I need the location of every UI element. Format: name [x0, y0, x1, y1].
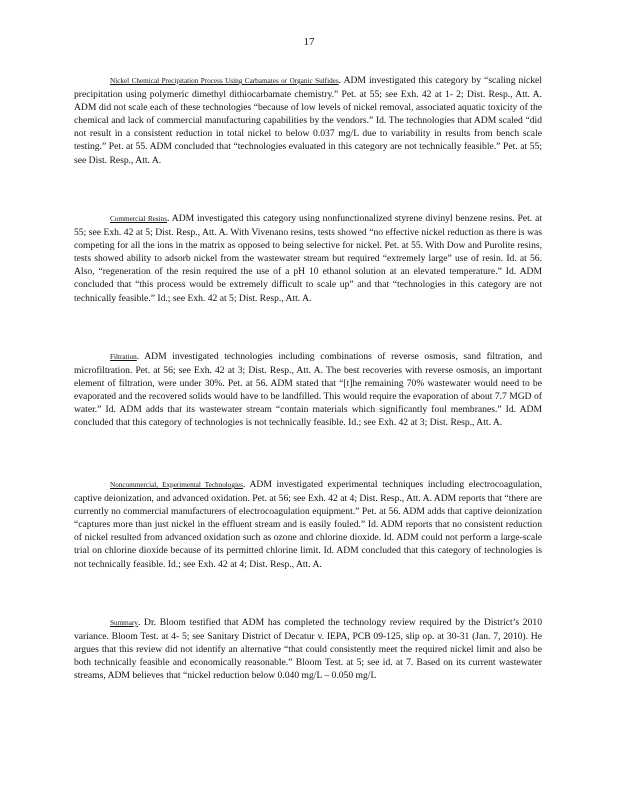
section-heading: Nickel Chemical Precipitation Process Using Carbamates or Organic Sulfides: [110, 77, 339, 85]
paragraph-nickel-precipitation: [74, 74, 542, 167]
paragraph-body: . ADM investigated this category using nonfunctionalized styrene divinyl benzene resins. Pet. at 55; see Exh. 42 at 5; Dist. Resp., Att. A. With Vivenano resins, tests showed “no effective nickel reduction as there is was competing for all the ions in the matrix as opposed to being selective for nickel. Pet. at 55. With Dow and Purolite resins, tests showed ability to adsorb nickel from the wastewater stream but required “extremely large” use of resin. Id. at 56. Also, “regeneration of the resin required the use of a pH 10 ethanol solution at an elevated temperature.” Id. ADM concluded that “this process would be extremely difficult to scale up” and that “technologies in this category are not technically feasible.” Id.; see Exh. 42 at 5; Dist. Resp., Att. A.: [74, 213, 542, 304]
section-heading: Commercial Resins: [110, 215, 167, 223]
paragraph-body: . ADM investigated technologies including combinations of reverse osmosis, sand filtration, and microfiltration. Pet. at 56; see Exh. 42 at 3; Dist. Resp., Att. A. The best recoveries with reverse osmosis, an important element of filtration, were under 30%. Pet. at 56. ADM stated that “[t]he remaining 70% wastewater would need to be evaporated and the recovered solids would have to be landfilled. This would require the evaporation of about 7.7 MGD of water.” Id. ADM adds that its wastewater stream “contain materials which significantly foul membranes.” Id. ADM concluded that this category of technologies is not technically feasible. Id.; see Exh. 42 at 3; Dist. Resp., Att. A.: [74, 351, 542, 429]
page-number: 17: [303, 36, 315, 48]
paragraph-commercial-resins: [74, 212, 542, 305]
section-heading: Summary: [110, 619, 138, 627]
paragraph-filtration: [74, 350, 542, 430]
paragraph-experimental-technologies: [74, 478, 542, 571]
paragraph-body: . ADM investigated this category by “scaling nickel precipitation using polymeric dimethyl dithiocarbamate chemistry.” Pet. at 55; see Exh. 42 at 1- 2; Dist. Resp., Att. A. ADM did not scale each of these technologies “because of low levels of nickel removal, associated aquatic toxicity of the chemical and lack of commercial manufacturing capabilities by the vendors.” Id. The technologies that ADM scaled “did not result in a consistent reduction in total nickel to below 0.037 mg/L due to variability in results from bench scale testing.” Pet. at 55. ADM concluded that “technologies evaluated in this category are not technically feasible.” Pet. at 55; see Dist. Resp., Att. A.: [74, 75, 542, 166]
paragraph-summary: [74, 616, 542, 682]
section-heading: Filtration: [110, 353, 137, 361]
paragraph-body: . ADM investigated experimental techniques including electrocoagulation, captive deionization, and advanced oxidation. Pet. at 56; see Exh. 42 at 4; Dist. Resp., Att. A. ADM reports that “there are currently no commercial manufacturers of electrocoagulation equipment.” Pet. at 56. ADM adds that captive deionization “captures more than just nickel in the effluent stream and is easily fouled.” Id. ADM reports that no consistent reduction of nickel resulted from advanced oxidation such as ozone and chlorine dioxide. Id. ADM could not perform a large-scale trial on chlorine dioxide because of its permitted chlorine limit. Id. ADM concluded that this category of technologies is not technically feasible. Id.; see Exh. 42 at 4; Dist. Resp., Att. A.: [74, 479, 542, 570]
paragraph-body: . Dr. Bloom testified that ADM has completed the technology review required by the District’s 2010 variance. Bloom Test. at 4- 5; see Sanitary District of Decatur v. IEPA, PCB 09-125, slip op. at 30-31 (Jan. 7, 2010). He argues that this review did not identify an alternative “that could consistently meet the required nickel limit and also be both technically feasible and economically reasonable.” Bloom Test. at 5; see id. at 7. Based on its current wastewater streams, ADM believes that “nickel reduction below 0.040 mg/L – 0.050 mg/L: [74, 617, 542, 682]
section-heading: Noncommercial, Experimental Technologies: [110, 481, 243, 489]
